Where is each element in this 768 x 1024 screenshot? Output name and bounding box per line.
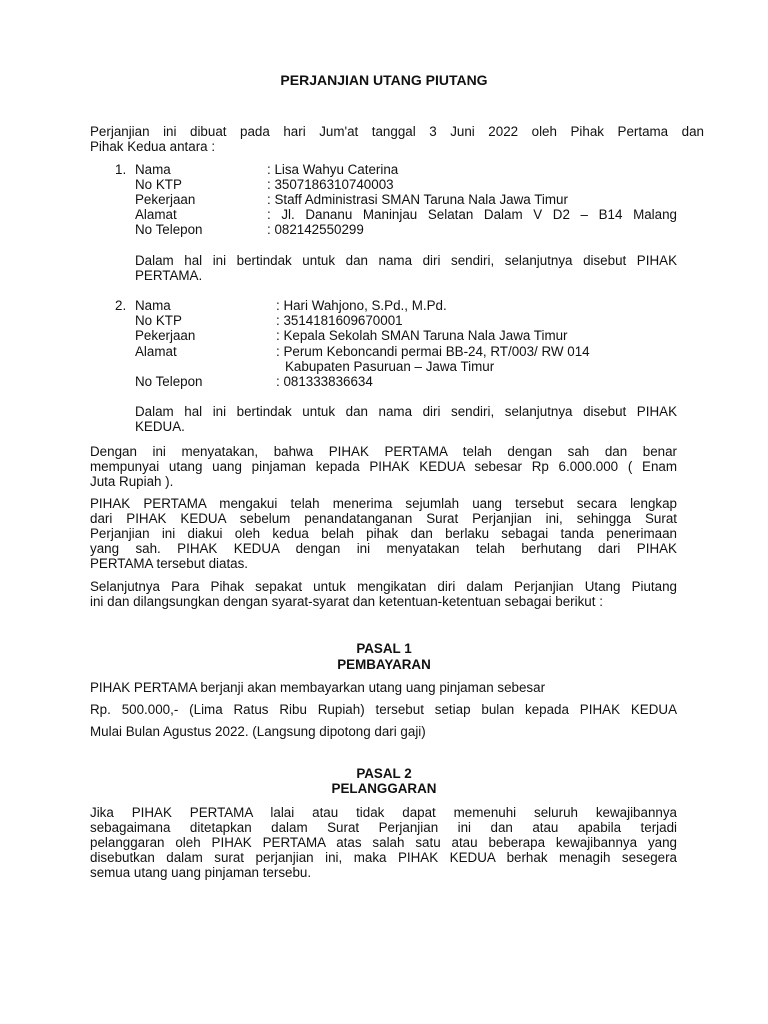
para2-line-4: yang sah. PIHAK KEDUA dengan ini menyatakan telah berhutang dari PIHAK: [90, 541, 677, 556]
party1-ktp-value: : 3507186310740003: [267, 177, 394, 192]
para2-line-1: PIHAK PERTAMA mengakui telah menerima sejumlah uang tersebut secara lengkap: [90, 496, 677, 511]
pasal2-line-4: disebutkan dalam surat perjanjian ini, maka PIHAK KEDUA berhak menagih sesegera: [90, 850, 677, 865]
party1-address-label: Alamat: [135, 207, 177, 222]
pasal2-heading: PASAL 2: [356, 766, 412, 781]
para1-line-1: Dengan ini menyatakan, bahwa PIHAK PERTAMA telah dengan sah dan benar: [90, 444, 677, 459]
para1-line-3: Juta Rupiah ).: [90, 474, 174, 489]
party1-phone-label: No Telepon: [135, 222, 203, 237]
party2-phone-value: : 081333836634: [276, 374, 373, 389]
party1-name-value: : Lisa Wahyu Caterina: [267, 162, 399, 177]
intro-line-1: Perjanjian ini dibuat pada hari Jum'at tanggal 3 Juni 2022 oleh Pihak Pertama dan: [90, 124, 704, 139]
party1-statement-line-1: Dalam hal ini bertindak untuk dan nama diri sendiri, selanjutnya disebut PIHAK: [135, 253, 677, 268]
party1-ktp-label: No KTP: [135, 177, 182, 192]
pasal2-line-3: pelanggaran oleh PIHAK PERTAMA atas salah satu atau beberapa kewajibannya yang: [90, 835, 677, 850]
party2-ktp-label: No KTP: [135, 313, 182, 328]
pasal2-line-1: Jika PIHAK PERTAMA lalai atau tidak dapat memenuhi seluruh kewajibannya: [90, 805, 677, 820]
party2-statement-line-1: Dalam hal ini bertindak untuk dan nama diri sendiri, selanjutnya disebut PIHAK: [135, 404, 677, 419]
party2-address-label: Alamat: [135, 344, 177, 359]
pasal1-line-3: Mulai Bulan Agustus 2022. (Langsung dipotong dari gaji): [90, 724, 426, 739]
para3-line-2: ini dan dilangsungkan dengan syarat-syarat dan ketentuan-ketentuan sebagai berikut :: [90, 594, 603, 609]
party1-job-value: : Staff Administrasi SMAN Taruna Nala Jawa Timur: [267, 192, 568, 207]
party2-statement-line-2: KEDUA.: [135, 419, 185, 434]
party1-job-label: Pekerjaan: [135, 192, 196, 207]
party2-phone-label: No Telepon: [135, 374, 203, 389]
document-title: PERJANJIAN UTANG PIUTANG: [280, 72, 488, 88]
party1-address-value: : Jl. Dananu Maninjau Selatan Dalam V D2 – B14 Malang: [267, 207, 677, 222]
pasal2-line-5: semua utang uang pinjaman tersebu.: [90, 865, 312, 880]
para1-line-2: mempunyai utang uang pinjaman kepada PIHAK KEDUA sebesar Rp 6.000.000 ( Enam: [90, 459, 677, 474]
intro-line-2: Pihak Kedua antara :: [90, 139, 216, 154]
party2-job-label: Pekerjaan: [135, 328, 196, 343]
pasal2-line-2: sebagaimana ditetapkan dalam Surat Perjanjian ini dan atau apabila terjadi: [90, 820, 677, 835]
party1-phone-value: : 082142550299: [267, 222, 364, 237]
para2-line-5: PERTAMA tersebut diatas.: [90, 556, 249, 571]
para3-line-1: Selanjutnya Para Pihak sepakat untuk mengikatan diri dalam Perjanjian Utang Piutang: [90, 579, 677, 594]
party2-address-value: : Perum Keboncandi permai BB-24, RT/003/ RW 014: [276, 344, 590, 359]
pasal1-line-1: PIHAK PERTAMA berjanji akan membayarkan utang uang pinjaman sebesar: [90, 680, 546, 695]
party2-ktp-value: : 3514181609670001: [276, 313, 403, 328]
party2-job-value: : Kepala Sekolah SMAN Taruna Nala Jawa Timur: [276, 328, 568, 343]
pasal2-subheading: PELANGGARAN: [331, 781, 437, 796]
party1-number: 1.: [115, 162, 127, 177]
para2-line-2: dari PIHAK KEDUA sebelum penandatanganan Surat Perjanjian ini, sehingga Surat: [90, 511, 677, 526]
party1-name-label: Nama: [135, 162, 171, 177]
party2-address-value-cont: Kabupaten Pasuruan – Jawa Timur: [285, 359, 495, 374]
pasal1-subheading: PEMBAYARAN: [337, 657, 431, 672]
pasal1-line-2: Rp. 500.000,- (Lima Ratus Ribu Rupiah) tersebut setiap bulan kepada PIHAK KEDUA: [90, 702, 677, 717]
party2-number: 2.: [115, 298, 127, 313]
party2-name-label: Nama: [135, 298, 171, 313]
pasal1-heading: PASAL 1: [356, 641, 412, 656]
party1-statement-line-2: PERTAMA.: [135, 268, 203, 283]
para2-line-3: Perjanjian ini diakui oleh kedua belah pihak dan berlaku sebagai tanda penerimaan: [90, 526, 677, 541]
party2-name-value: : Hari Wahjono, S.Pd., M.Pd.: [276, 298, 447, 313]
